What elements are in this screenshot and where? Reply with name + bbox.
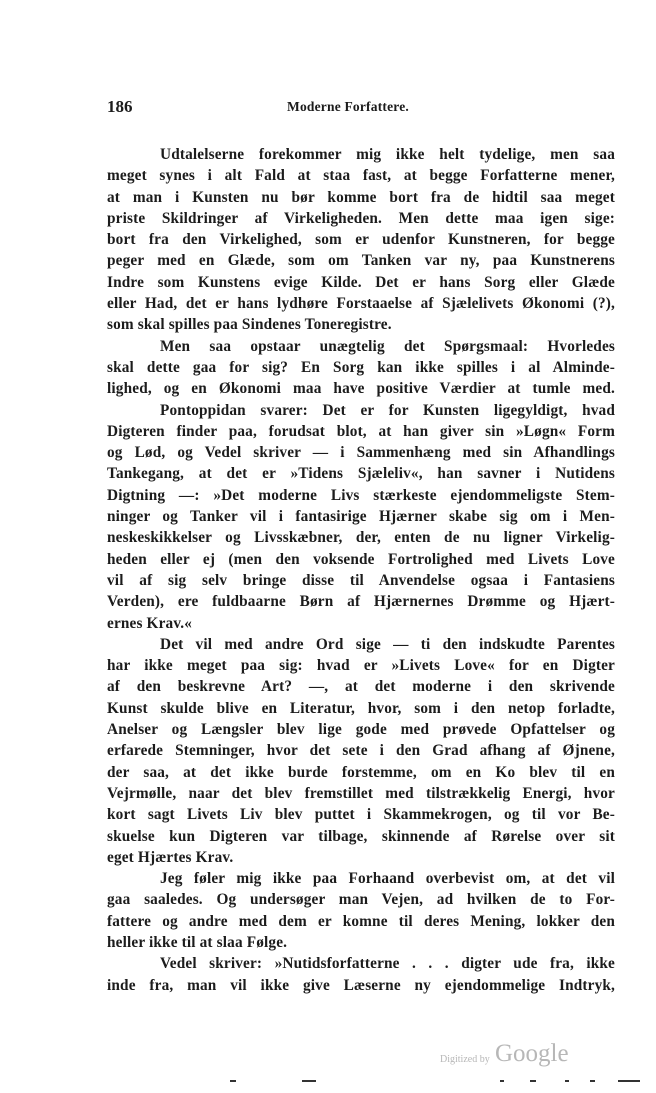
page-header (107, 97, 615, 123)
text-line: Anelser og Længsler blev lige gode med prøvede Opfattelser og (107, 721, 615, 739)
text-line: eller Had, det er hans lydhøre Forstaaelse af Sjælelivets Økonomi (?), (107, 295, 615, 313)
text-line: og Lød, og Vedel skriver — i Sammenhæng med sin Afhandlings (107, 444, 615, 462)
text-line: Jeg føler mig ikke paa Forhaand overbevist om, at det vil (160, 870, 615, 888)
text-line: ninger og Tanker vil i fantasirige Hjærner skabe sig om i Men- (107, 508, 615, 526)
text-line: der saa, at det ikke burde forstemme, om en Ko blev til en (107, 763, 615, 781)
text-line: neskeskikkelser og Livsskæbner, der, enten de nu ligner Virkelig- (107, 529, 615, 547)
text-line: Digteren finder paa, forudsat blot, at han giver sin »Løgn« Form (107, 422, 615, 440)
text-line: priste Skildringer af Virkeligheden. Men dette maa igen sige: (107, 209, 615, 227)
text-line: Vedel skriver: »Nutidsforfatterne . . . digter ude fra, ikke (160, 955, 615, 973)
text-line: lighed, og en Økonomi maa have positive Værdier at tumle med. (107, 380, 615, 398)
body-text (107, 144, 615, 996)
text-line: Digtning —: »Det moderne Livs stærkeste ejendommeligste Stem- (107, 486, 615, 504)
text-line: Udtalelserne forekommer mig ikke helt tydelige, men saa (160, 146, 615, 163)
text-line: Pontoppidan svarer: Det er for Kunsten ligegyldigt, hvad (160, 401, 615, 419)
text-line: skal dette gaa for sig? En Sorg kan ikke spilles i al Alminde- (107, 358, 615, 376)
digitized-by-google-watermark (440, 1040, 580, 1070)
text-line: bort fra den Virkelighed, som er udenfor Kunstneren, for begge (107, 231, 615, 249)
watermark-prefix: Digitized by (440, 1054, 490, 1065)
text-line: Kunst skulde blive en Literatur, hvor, som i den netop forladte, (107, 699, 615, 717)
text-line: Verden), ere fuldbaarne Børn af Hjærnernes Drømme og Hjært- (107, 593, 615, 611)
text-line: at man i Kunsten nu bør komme bort fra de hidtil saa meget (107, 188, 615, 206)
text-line: peger med en Glæde, som om Tanken var ny, paa Kunstnerens (107, 252, 615, 270)
text-line: heden eller ej (men den voksende Fortrolighed med Livets Love (107, 550, 615, 568)
text-line: fattere og andre med dem er komne til deres Mening, lokker den (107, 912, 615, 930)
watermark-brand: Google (495, 1040, 569, 1067)
scan-artifact-marks (230, 1080, 645, 1084)
text-line: Men saa opstaar unægtelig det Spørgsmaal: Hvorledes (160, 337, 615, 355)
text-line: heller ikke til at slaa Følge. (107, 933, 288, 951)
text-line: af den beskrevne Art? —, at det moderne i den skrivende (107, 678, 615, 696)
page-number: 186 (107, 97, 133, 116)
text-line: meget synes i alt Fald at staa fast, at begge Forfatterne mener, (107, 167, 615, 185)
text-line: gaa saaledes. Og undersøger man Vejen, ad hvilken de to For- (107, 891, 615, 909)
running-head: Moderne Forfattere. (287, 99, 409, 114)
text-line: eget Hjærtes Krav. (107, 848, 234, 866)
text-line: som skal spilles paa Sindenes Toneregistre. (107, 316, 392, 334)
text-line: erfarede Stemninger, hvor det sete i den Grad afhang af Øjnene, (107, 742, 615, 760)
text-line: kort sagt Livets Liv blev puttet i Skammekrogen, og til vor Be- (107, 806, 615, 824)
text-line: inde fra, man vil ikke give Læserne ny ejendommelige Indtryk, (107, 976, 615, 994)
text-line: Vejrmølle, naar det blev fremstillet med tilstrækkelig Energi, hvor (107, 784, 615, 802)
text-line: Tankegang, at det er »Tidens Sjæleliv«, han savner i Nutidens (107, 465, 615, 483)
text-line: vil af sig selv bringe disse til Anvendelse ogsaa i Fantasiens (107, 571, 615, 589)
text-line: skuelse kun Digteren var tilbage, skinnende af Rørelse over sit (107, 827, 615, 845)
text-line: Indre som Kunstens evige Kilde. Det er hans Sorg eller Glæde (107, 273, 615, 291)
text-line: har ikke meget paa sig: hvad er »Livets Love« for en Digter (107, 657, 615, 675)
text-line: Det vil med andre Ord sige — ti den indskudte Parentes (160, 635, 615, 653)
text-line: ernes Krav.« (107, 614, 193, 632)
